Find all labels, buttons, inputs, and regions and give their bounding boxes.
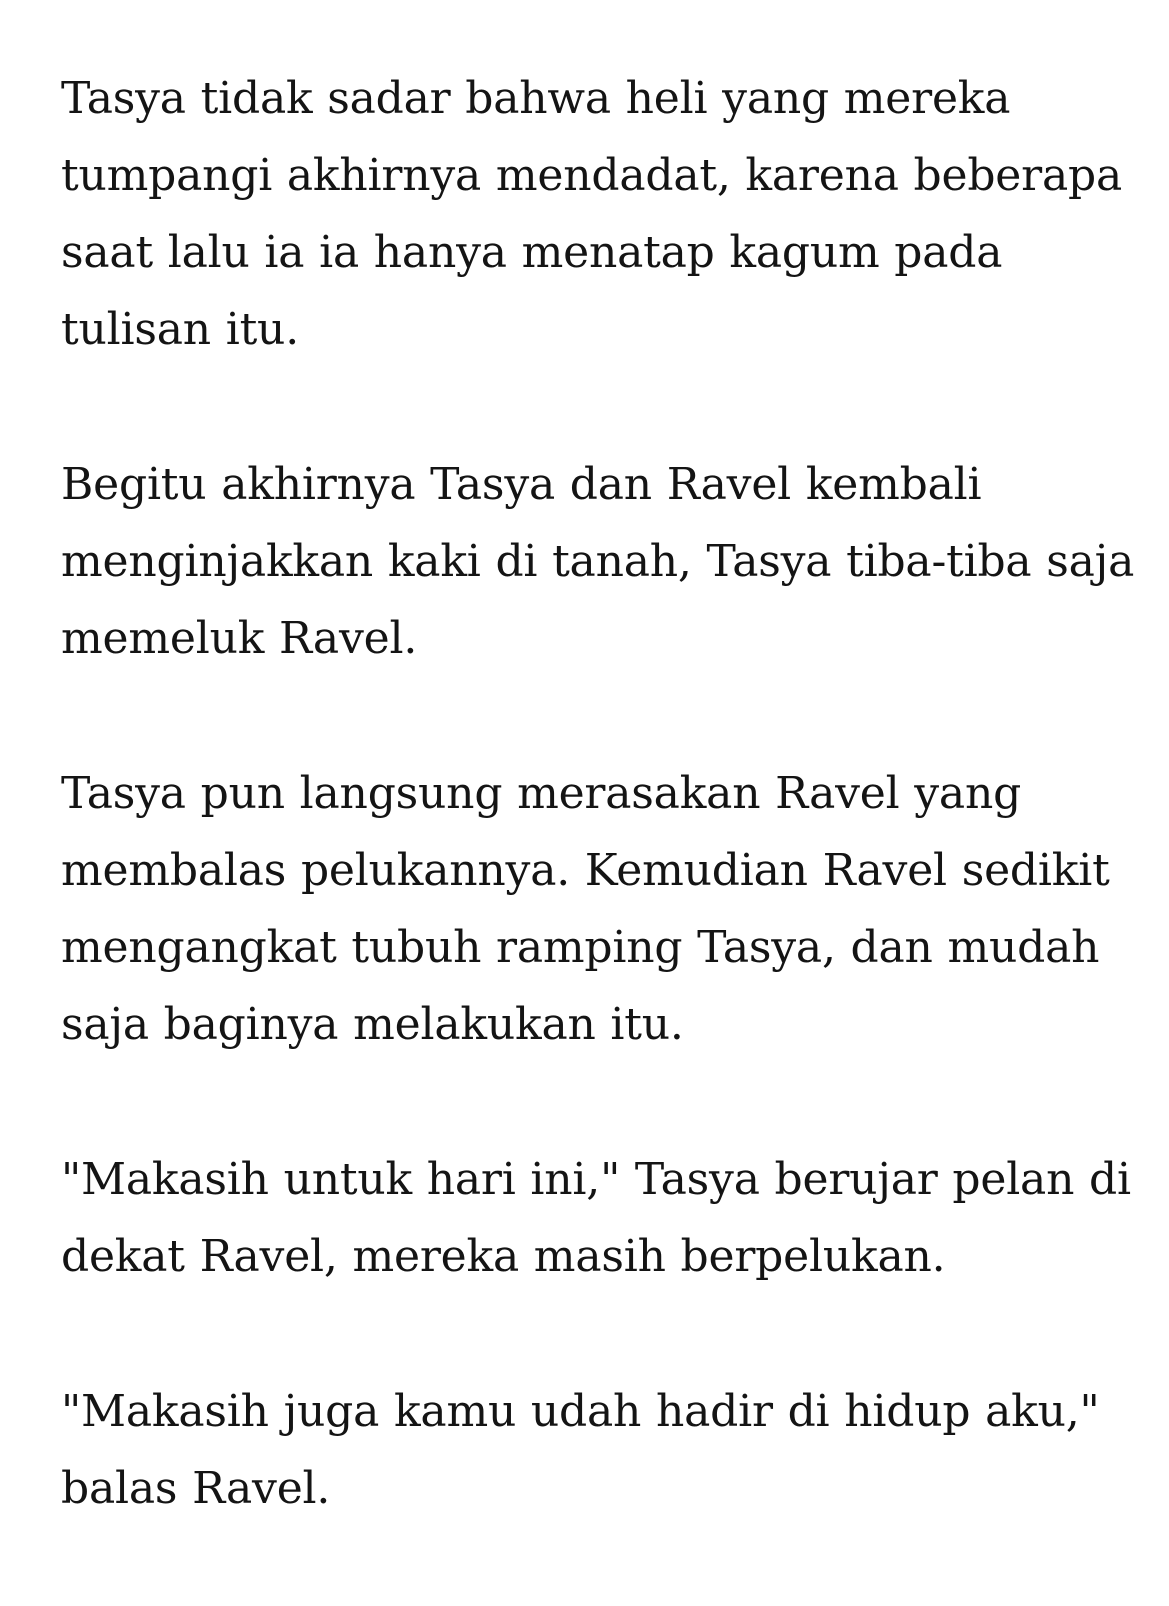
story-paragraph-5 [61, 1373, 1100, 1527]
paragraph-line: "Makasih juga kamu udah hadir di hidup aku," [61, 1386, 1100, 1437]
paragraph-line: mengangkat tubuh ramping Tasya, dan mudah [61, 922, 1100, 973]
paragraph-line: saat lalu ia ia hanya menatap kagum pada [61, 227, 1003, 278]
paragraph-line: "Makasih untuk hari ini," Tasya berujar pelan di [61, 1154, 1131, 1205]
paragraph-line: memeluk Ravel. [61, 613, 418, 664]
paragraph-line: Tasya pun langsung merasakan Ravel yang [61, 768, 1022, 819]
story-paragraph-1 [61, 60, 1123, 368]
paragraph-line: tulisan itu. [61, 304, 299, 355]
paragraph-line: dekat Ravel, mereka masih berpelukan. [61, 1231, 946, 1282]
story-paragraph-4 [61, 1141, 1131, 1295]
paragraph-line: saja baginya melakukan itu. [61, 999, 684, 1050]
story-paragraph-3 [61, 755, 1110, 1063]
paragraph-line: Begitu akhirnya Tasya dan Ravel kembali [61, 459, 982, 510]
story-paragraph-2 [61, 446, 1135, 677]
paragraph-line: menginjakkan kaki di tanah, Tasya tiba-tiba saja [61, 536, 1135, 587]
paragraph-line: balas Ravel. [61, 1463, 331, 1514]
paragraph-line: membalas pelukannya. Kemudian Ravel sedikit [61, 845, 1110, 896]
paragraph-line: tumpangi akhirnya mendadat, karena beberapa [61, 150, 1123, 201]
paragraph-line: Tasya tidak sadar bahwa heli yang mereka [61, 73, 1011, 124]
